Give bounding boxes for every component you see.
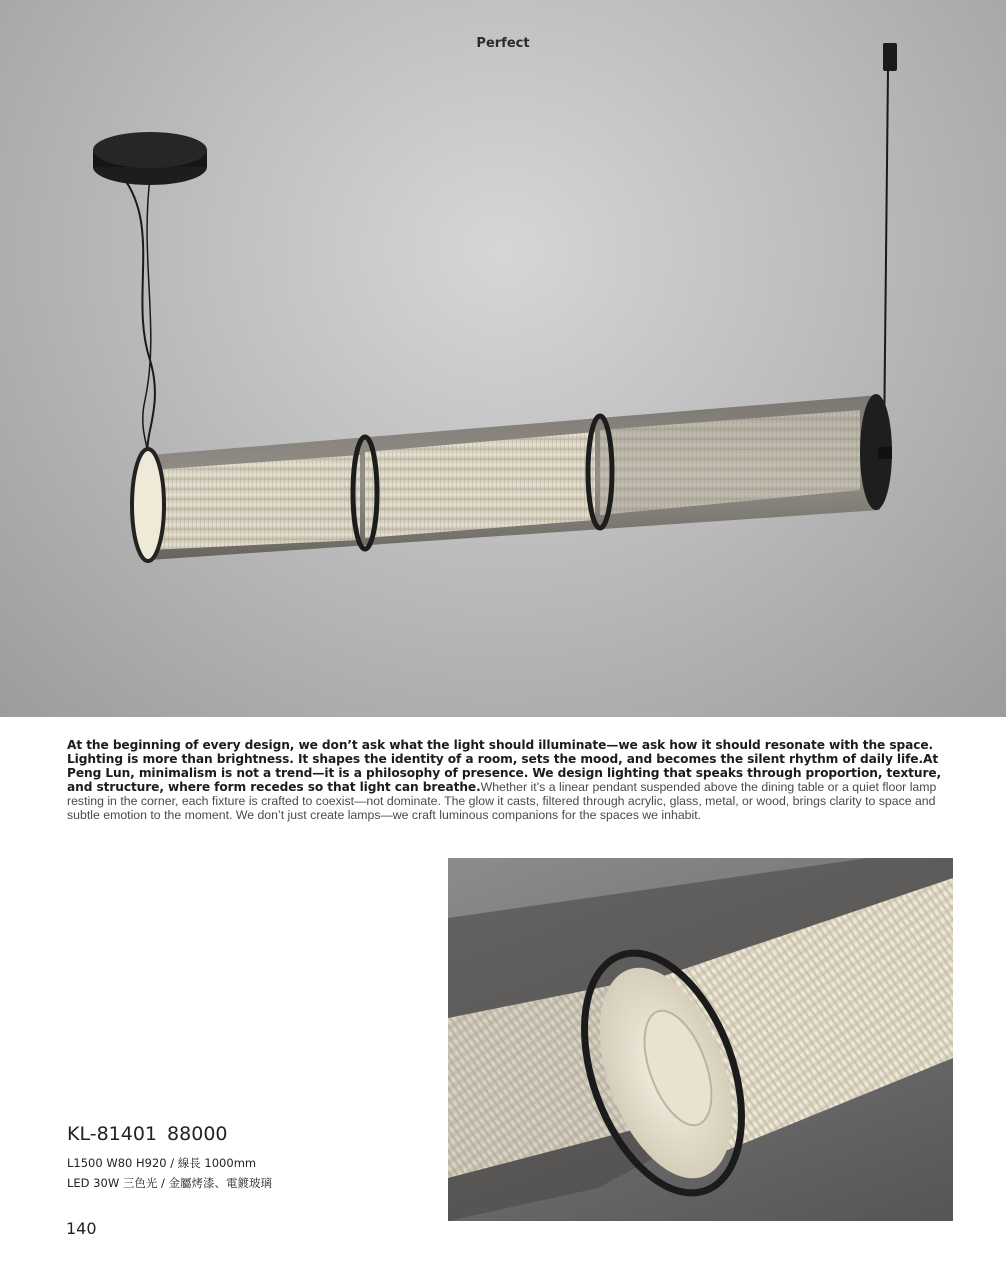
end-ring-left xyxy=(132,449,164,561)
product-model-number: KL-81401 88000 xyxy=(67,1123,228,1145)
product-dimensions: L1500 W80 H920 / 線長 1000mm xyxy=(67,1156,257,1170)
page-number: 140 xyxy=(66,1219,97,1238)
intro-lead-text: At the beginning of every design, we don’t ask what the light should illuminate—we ask how it should resonate with the space. Lighting is more than brightness. It shapes the identity of a room, sets the mood, and becomes the silent rhythm of daily life.At Peng Lun, minimalism is not a trend—it is a philosophy of presence. We design lighting that speaks through proportion, texture, and structure, where form recedes so that light can breathe. xyxy=(67,738,942,794)
detail-close-up-photo xyxy=(448,858,953,1221)
intro-body-text: Whether it’s a linear pendant suspended above the dining table or a quiet floor lamp resting in the corner, each fixture is crafted to coexist—not dominate. The glow it casts, filtered through acrylic, glass, metal, or wood, brings clarity to space and subtle emotion to the moment. We don’t just create lamps—we craft luminous companions for the spaces we inhabit. xyxy=(67,780,937,822)
pleated-shade-closeup xyxy=(448,858,953,1221)
product-light-materials: LED 30W 三色光 / 金屬烤漆、電鍍玻璃 xyxy=(67,1176,273,1190)
suspension-cable-right xyxy=(884,70,888,445)
intro-paragraph xyxy=(67,738,957,822)
page-header-title: Perfect xyxy=(476,36,530,51)
